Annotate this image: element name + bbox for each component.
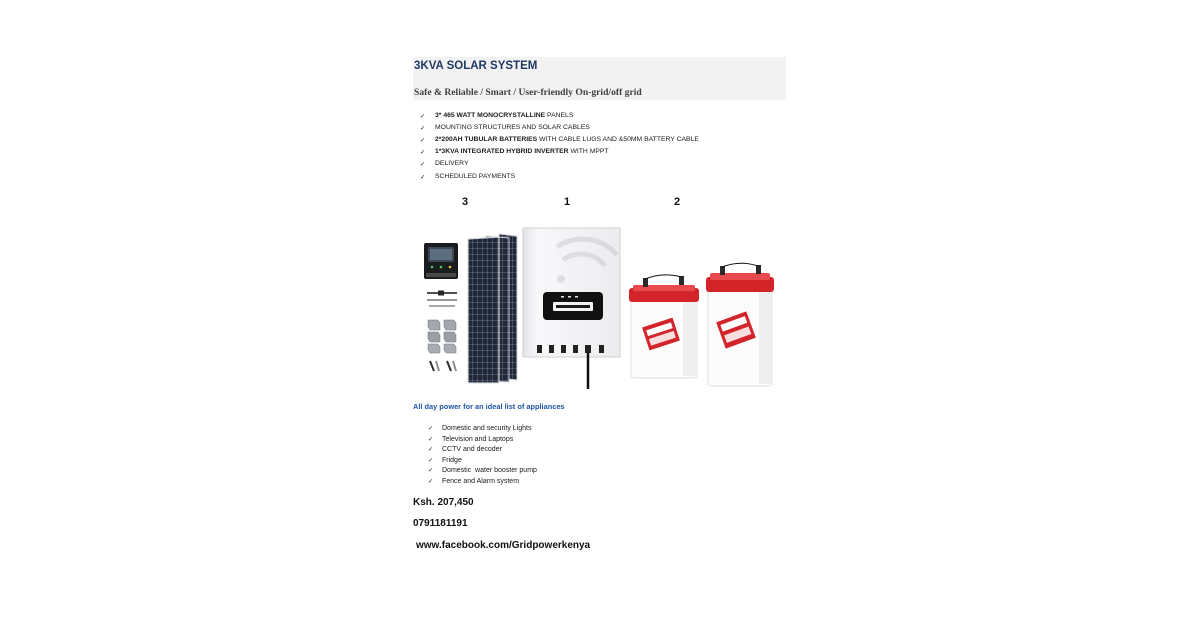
appliance-item-text: Fence and Alarm system [442, 477, 520, 485]
solar-panel [468, 237, 499, 383]
package-item-detail: PANELS [545, 112, 574, 119]
appliance-item-text: Fridge [442, 456, 462, 464]
component-number-panels: 3 [461, 196, 469, 208]
battery-wire [722, 263, 758, 267]
appliance-item-text: Television and Laptops [442, 435, 514, 443]
battery-image [629, 275, 699, 378]
package-item-bold: 1*3KVA INTEGRATED HYBRID INVERTER [435, 148, 569, 155]
mounting-brackets-image [428, 320, 456, 353]
mounting-bracket [444, 320, 456, 330]
cable-lug [436, 361, 439, 371]
package-item [420, 146, 780, 158]
checkmark-icon: ✓ [420, 148, 426, 156]
controller-led [431, 266, 434, 269]
battery-wire [645, 275, 681, 279]
package-item-detail: MOUNTING STRUCTURES AND SOLAR CABLES [435, 124, 590, 131]
checkmark-icon: ✓ [420, 173, 426, 181]
controller-led [449, 266, 452, 269]
checkmark-icon: ✓ [420, 160, 426, 168]
appliance-item-text: CCTV and decoder [442, 446, 502, 453]
package-item-text [435, 158, 469, 170]
package-item-bold: 3* 465 WATT MONOCRYSTALLINE [435, 112, 546, 119]
component-number-inverter: 1 [563, 196, 571, 208]
appliance-item-text: Domestic water booster pump [442, 467, 537, 474]
display-indicator [575, 296, 578, 298]
package-item-text [435, 134, 699, 146]
mounting-bracket [428, 332, 440, 342]
package-item [420, 134, 780, 146]
package-item-text [435, 171, 515, 183]
battery-lid-top [633, 285, 695, 291]
appliance-item [428, 466, 628, 476]
cable-lug [447, 361, 451, 371]
watermark-dot [557, 275, 565, 283]
appliance-item [428, 477, 628, 487]
cable-lug [430, 361, 434, 371]
package-item [420, 158, 780, 170]
charge-controller-image [424, 243, 458, 279]
package-item-bold: 2*200AH TUBULAR BATTERIES [435, 136, 538, 143]
checkmark-icon: ✓ [428, 435, 434, 443]
package-item-text [435, 122, 590, 134]
package-item-text [435, 146, 609, 158]
solar-panels-image [468, 234, 517, 383]
inverter-port [561, 345, 566, 353]
battery-terminal [720, 266, 725, 275]
cable-lugs-image [430, 361, 456, 371]
checkmark-icon: ✓ [428, 425, 434, 432]
checkmark-icon: ✓ [428, 467, 434, 474]
inverter-image [523, 228, 620, 389]
package-item [420, 110, 780, 122]
page-title: 3KVA SOLAR SYSTEM [414, 60, 538, 72]
appliance-item [428, 424, 628, 434]
package-item [420, 122, 780, 134]
website-url: www.facebook.com/Gridpowerkenya [416, 540, 591, 551]
appliances-heading: All day power for an ideal list of appliances [413, 402, 565, 411]
display-indicator [561, 296, 564, 298]
package-item [420, 171, 780, 183]
battery-side-shade [759, 288, 771, 384]
inverter-port [573, 345, 578, 353]
package-item-detail: WITH MPPT [568, 148, 609, 155]
appliance-item-text: Domestic and security Lights [442, 425, 532, 432]
phone-number: 0791181191 [413, 518, 468, 529]
battery-terminal [756, 265, 761, 274]
controller-screen-glass [430, 249, 452, 260]
appliance-item [428, 435, 628, 445]
controller-led [440, 266, 443, 269]
battery-lid-top [710, 273, 770, 280]
checkmark-icon: ✓ [420, 112, 426, 120]
checkmark-icon: ✓ [428, 456, 434, 464]
display-screen-line [556, 305, 590, 308]
checkmark-icon: ✓ [428, 477, 434, 485]
price: Ksh. 207,450 [413, 497, 474, 508]
package-item-text [435, 110, 573, 122]
inverter-port [537, 345, 542, 353]
product-illustration [413, 225, 783, 391]
page-subtitle: Safe & Reliable / Smart / User-friendly On-grid/off grid [414, 87, 642, 98]
display-indicator [568, 296, 571, 298]
mounting-bracket [444, 332, 456, 342]
checkmark-icon: ✓ [420, 124, 426, 132]
cable-lug [453, 361, 456, 371]
mc4-connector [438, 291, 444, 296]
package-item-detail: DELIVERY [435, 160, 469, 167]
mounting-bracket [428, 320, 440, 330]
inverter-port [549, 345, 554, 353]
mc4-connectors-image [427, 291, 457, 307]
inverter-port [599, 345, 604, 353]
battery-image [706, 263, 774, 386]
appliance-item [428, 445, 628, 455]
package-item-detail: SCHEDULED PAYMENTS [435, 173, 516, 180]
mounting-bracket [428, 344, 440, 353]
battery-side-shade [683, 298, 696, 376]
inverter-port [585, 345, 591, 353]
component-number-batteries: 2 [673, 196, 681, 208]
appliance-item [428, 456, 628, 466]
checkmark-icon: ✓ [420, 136, 426, 144]
battery-terminal [679, 276, 684, 285]
battery-terminal [643, 278, 648, 287]
mounting-bracket [444, 344, 456, 353]
controller-terminal-strip [426, 273, 456, 277]
checkmark-icon: ✓ [428, 446, 434, 453]
package-item-detail: WITH CABLE LUGS AND &50MM BATTERY CABLE [537, 136, 699, 143]
